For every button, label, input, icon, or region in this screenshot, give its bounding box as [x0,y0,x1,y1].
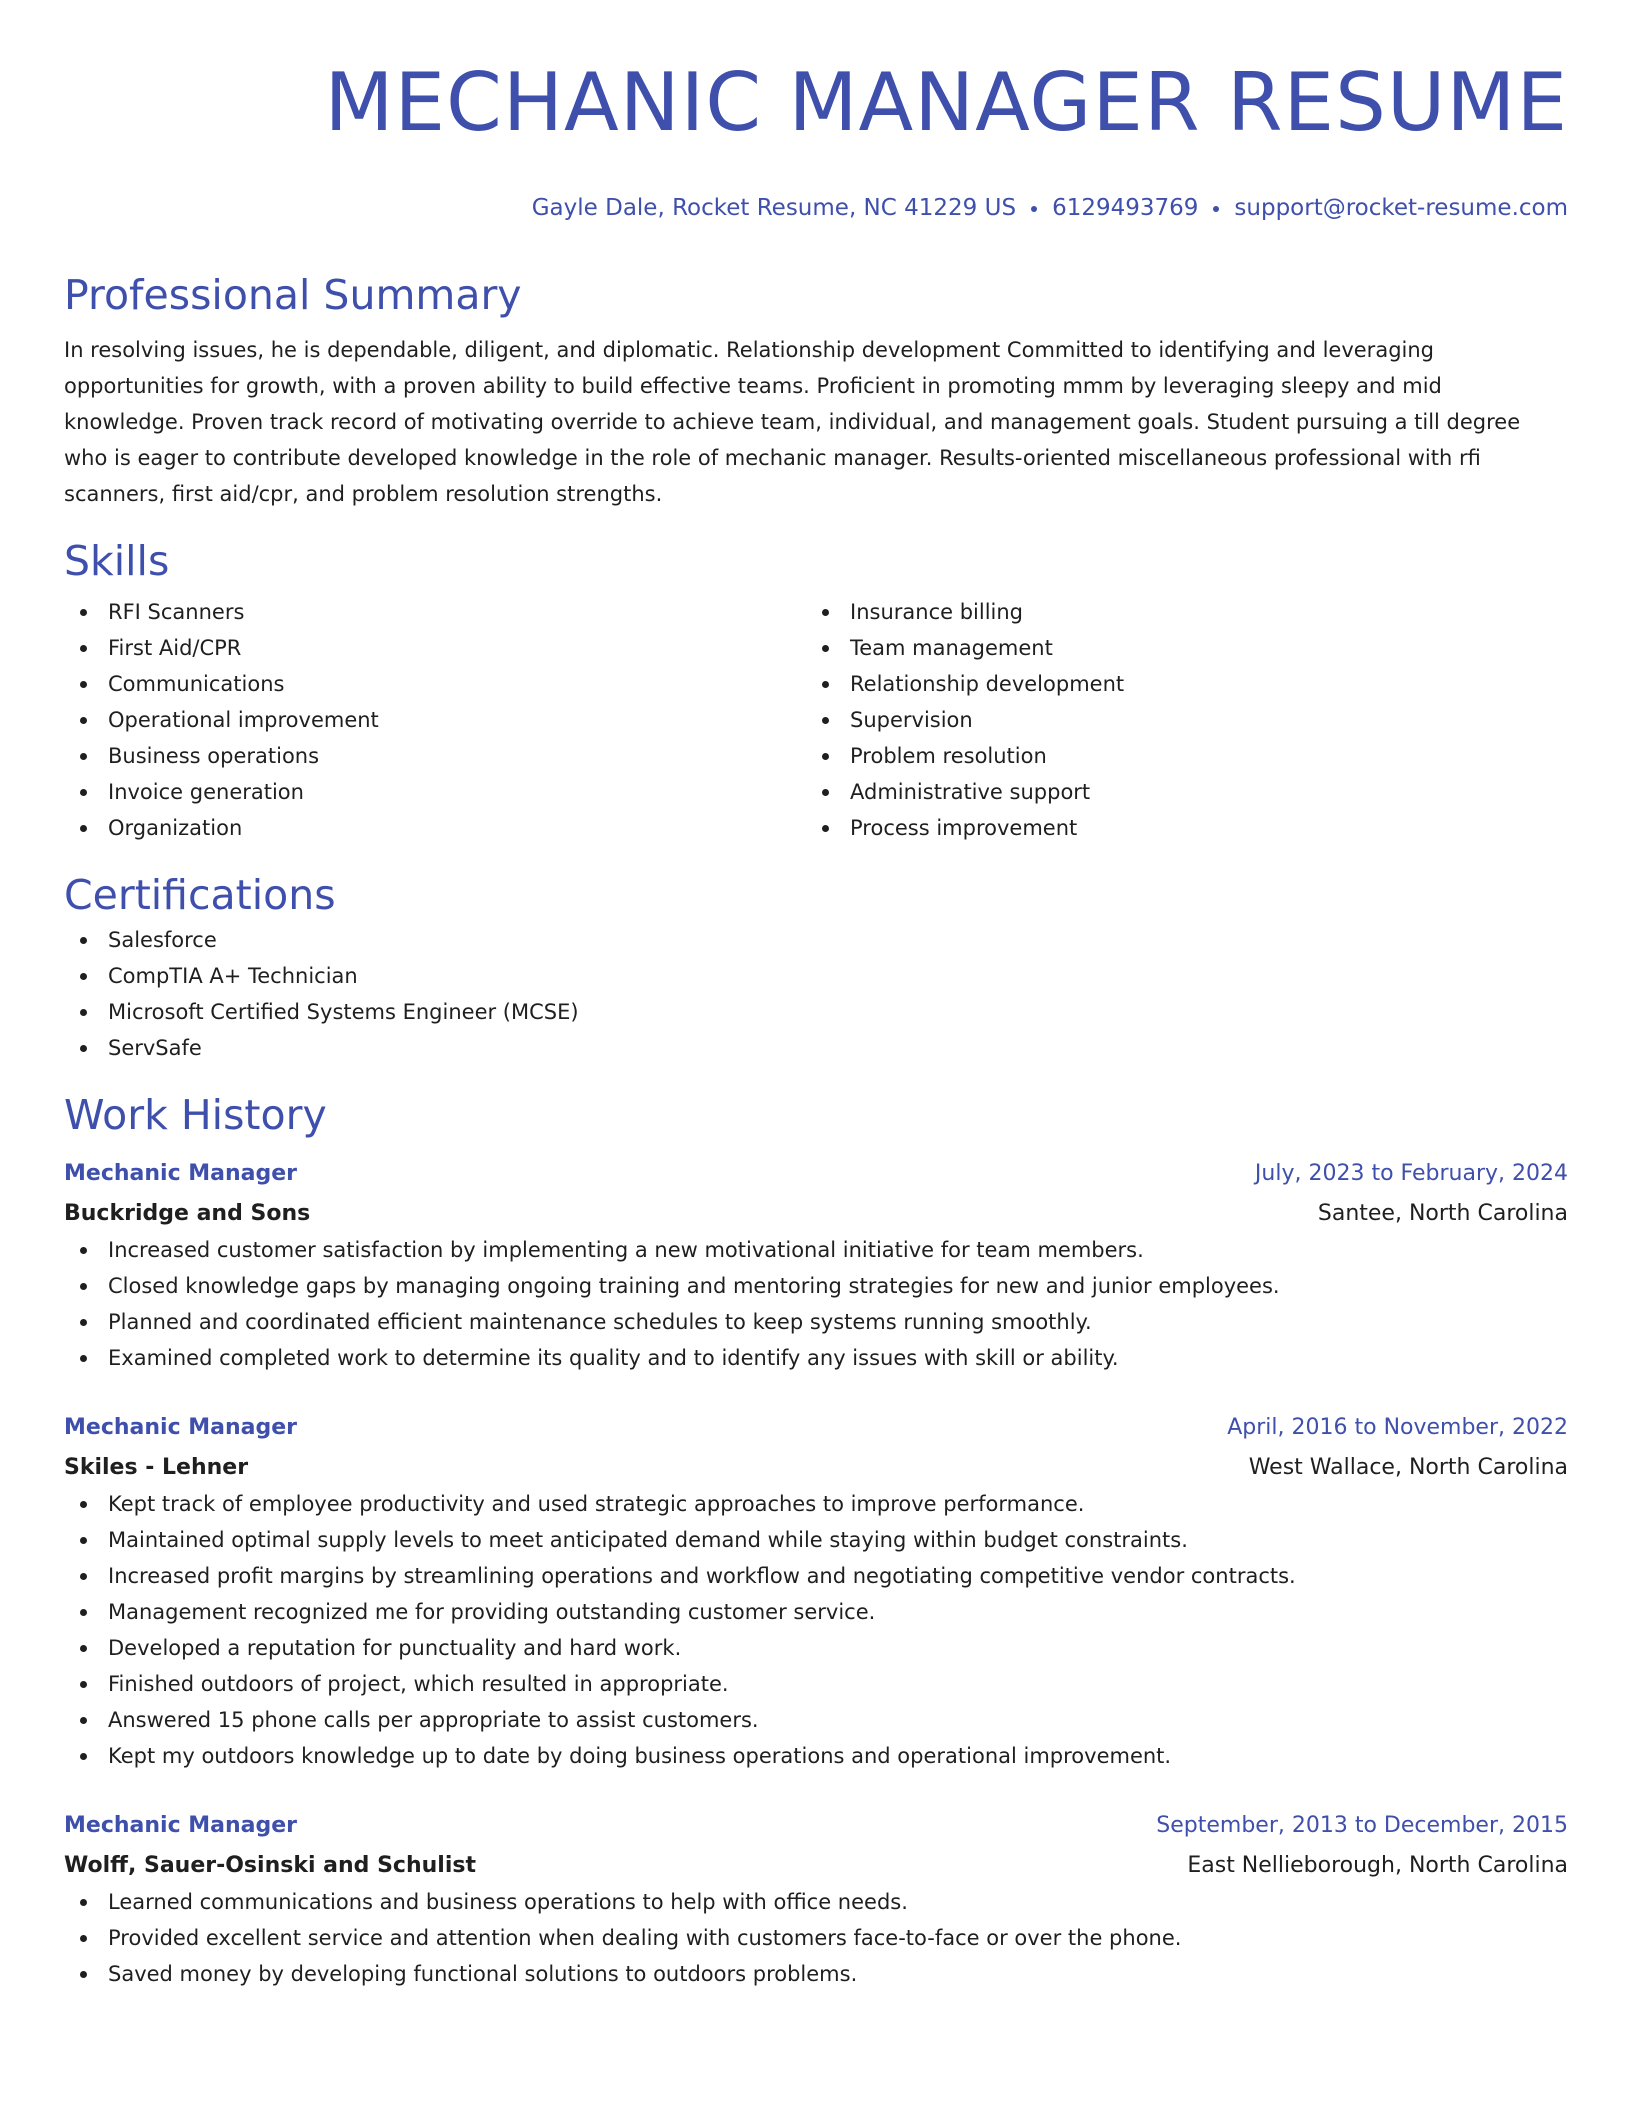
skill-item: Business operations [64,738,806,774]
job-header [64,1156,1568,1192]
certifications-list [64,922,1568,1066]
skill-item: Insurance billing [806,594,1548,630]
certification-item: ServSafe [64,1030,1568,1066]
contact-address: Gayle Dale, Rocket Resume, NC 41229 US [531,195,1017,221]
bullet-separator-icon [1210,192,1222,224]
skill-item: Administrative support [806,774,1548,810]
skills-heading: Skills [64,537,170,585]
skill-item: Problem resolution [806,738,1548,774]
job-dates: September, 2013 to December, 2015 [1156,1813,1568,1838]
summary-text: In resolving issues, he is dependable, diligent, and diplomatic. Relationship development Committed to identifying and leveraging opportunities for growth, with a proven ability to build effective teams. Proficient in promoting mmm by leveraging sleepy and mid knowledge. Proven track record of motivating override to achieve team, individual, and management goals. Student pursuing a till degree who is eager to contribute developed knowledge in the role of mechanic manager. Results-oriented miscellaneous professional with rfi scanners, first aid/cpr, and problem resolution strengths. [64,338,1521,506]
job-bullet: Management recognized me for providing outstanding customer service. [64,1594,1568,1630]
contact-email: support@rocket-resume.com [1234,195,1568,221]
skills-list-left [64,594,806,846]
job-bullets [64,1486,1568,1774]
job-company: Wolff, Sauer-Osinski and Schulist [64,1853,476,1878]
certifications-heading: Certifications [64,871,336,919]
skills-grid [64,594,1568,846]
job-bullet: Planned and coordinated efficient maintenance schedules to keep systems running smoothly. [64,1304,1568,1340]
job-bullet: Increased profit margins by streamlining operations and workflow and negotiating competitive vendor contracts. [64,1558,1568,1594]
skill-item: RFI Scanners [64,594,806,630]
job-bullet: Maintained optimal supply levels to meet anticipated demand while staying within budget constraints. [64,1522,1568,1558]
contact-line [64,192,1568,224]
skill-item: First Aid/CPR [64,630,806,666]
job-bullet: Kept my outdoors knowledge up to date by doing business operations and operational improvement. [64,1738,1568,1774]
certification-item: Microsoft Certified Systems Engineer (MCSE) [64,994,1568,1030]
job-bullet: Examined completed work to determine its quality and to identify any issues with skill or ability. [64,1340,1568,1376]
job-bullet: Answered 15 phone calls per appropriate to assist customers. [64,1702,1568,1738]
bullet-separator-icon [1028,192,1040,224]
skill-item: Invoice generation [64,774,806,810]
job-bullet: Kept track of employee productivity and used strategic approaches to improve performance. [64,1486,1568,1522]
skills-list-right [806,594,1548,846]
job-entry [64,1410,1568,1774]
job-bullets [64,1884,1568,1992]
job-header [64,1808,1568,1844]
skill-item: Communications [64,666,806,702]
job-location: West Wallace, North Carolina [1248,1455,1568,1480]
job-subheader [64,1848,1568,1884]
skill-item: Relationship development [806,666,1548,702]
skill-item: Operational improvement [64,702,806,738]
resume-title: MECHANIC MANAGER RESUME [324,56,1568,149]
job-entry [64,1156,1568,1376]
job-location: Santee, North Carolina [1317,1201,1568,1226]
job-entry [64,1808,1568,1992]
job-bullet: Finished outdoors of project, which resulted in appropriate. [64,1666,1568,1702]
job-company: Skiles - Lehner [64,1455,249,1480]
job-bullet: Developed a reputation for punctuality and hard work. [64,1630,1568,1666]
certification-item: Salesforce [64,922,1568,958]
job-title: Mechanic Manager [64,1161,298,1186]
job-bullet: Provided excellent service and attention when dealing with customers face-to-face or over the phone. [64,1920,1568,1956]
certification-item: CompTIA A+ Technician [64,958,1568,994]
job-bullet: Closed knowledge gaps by managing ongoing training and mentoring strategies for new and junior employees. [64,1268,1568,1304]
job-subheader [64,1196,1568,1232]
job-title: Mechanic Manager [64,1813,298,1838]
job-title: Mechanic Manager [64,1415,298,1440]
job-subheader [64,1450,1568,1486]
skill-item: Team management [806,630,1548,666]
job-dates: April, 2016 to November, 2022 [1227,1415,1568,1440]
job-company: Buckridge and Sons [64,1201,311,1226]
job-bullets [64,1232,1568,1376]
skill-item: Process improvement [806,810,1548,846]
job-bullet: Saved money by developing functional solutions to outdoors problems. [64,1956,1568,1992]
contact-phone: 6129493769 [1052,195,1199,221]
work-history-heading: Work History [64,1091,327,1139]
job-header [64,1410,1568,1446]
job-bullet: Learned communications and business operations to help with office needs. [64,1884,1568,1920]
job-bullet: Increased customer satisfaction by implementing a new motivational initiative for team members. [64,1232,1568,1268]
skill-item: Supervision [806,702,1548,738]
job-dates: July, 2023 to February, 2024 [1254,1161,1568,1186]
summary-heading: Professional Summary [64,271,522,319]
skill-item: Organization [64,810,806,846]
job-location: East Nellieborough, North Carolina [1187,1853,1568,1878]
